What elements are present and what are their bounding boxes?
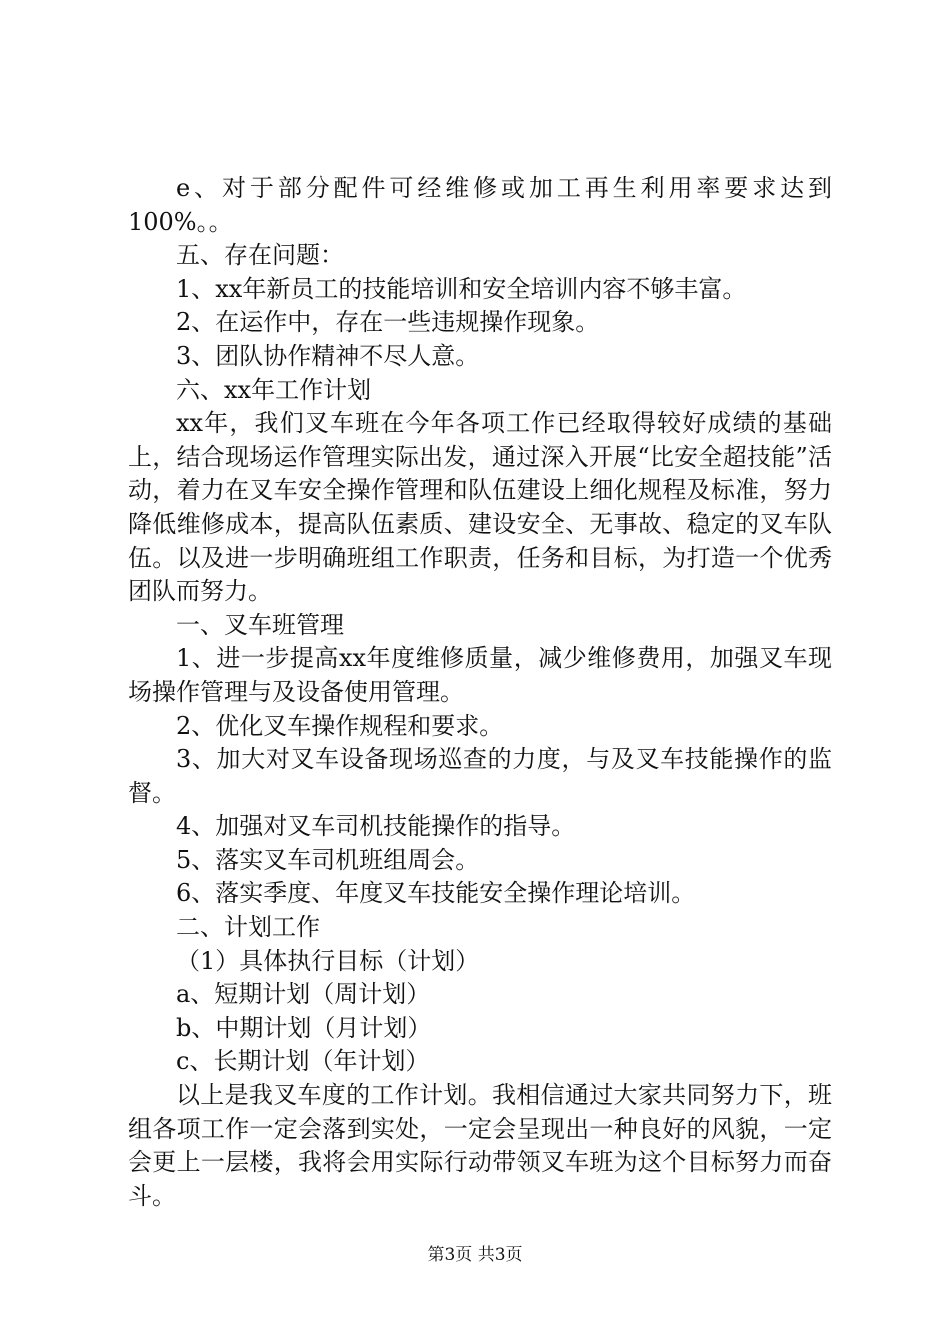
plan-item-long-term: c、长期计划（年计划） [176,1047,430,1076]
management-item-3: 3、加大对叉车设备现场巡查的力度，与及叉车技能操作的监督。 [128,745,832,807]
problem-item-3: 3、团队协作精神不尽人意。 [176,341,480,370]
problem-item-1: 1、xx年新员工的技能培训和安全培训内容不够丰富。 [176,274,747,303]
plan-item-short-term: a、短期计划（周计划） [176,980,431,1009]
page-number-footer: 第3页 共3页 [427,1245,523,1265]
heading-work-plan: 六、xx年工作计划 [176,375,372,404]
management-item-5: 5、落实叉车司机班组周会。 [176,845,480,874]
heading-forklift-management: 一、叉车班管理 [176,610,344,639]
plan-item-mid-term: b、中期计划（月计划） [176,1013,432,1042]
problem-item-2: 2、在运作中，存在一些违规操作现象。 [176,308,600,337]
document-body [128,172,832,1213]
paragraph-plan-intro: xx年，我们叉车班在今年各项工作已经取得较好成绩的基础上，结合现场运作管理实际出发，通过深入开展“比安全超技能”活动，着力在叉车安全操作管理和队伍建设上细化规程及标准，努力降低维修成本，提高队伍素质、建设安全、无事故、稳定的叉车队伍。以及进一步明确班组工作职责，任务和目标，为打造一个优秀团队而努力。 [128,409,832,606]
heading-plan-work: 二、计划工作 [176,913,320,942]
management-item-4: 4、加强对叉车司机技能操作的指导。 [176,812,576,841]
paragraph-recycling-target: e、对于部分配件可经维修或加工再生利用率要求达到100%。。 [128,174,832,236]
heading-existing-problems: 五、存在问题： [176,241,344,270]
paragraph-conclusion: 以上是我叉车度的工作计划。我相信通过大家共同努力下，班组各项工作一定会落到实处，一定会呈现出一种良好的风貌，一定会更上一层楼，我将会用实际行动带领叉车班为这个目标努力而奋斗。 [128,1081,832,1210]
management-item-6: 6、落实季度、年度叉车技能安全操作理论培训。 [176,879,696,908]
subheading-execution-goals: （1）具体执行目标（计划） [176,946,480,975]
management-item-2: 2、优化叉车操作规程和要求。 [176,711,504,740]
management-item-1: 1、进一步提高xx年度维修质量，减少维修费用，加强叉车现场操作管理与及设备使用管理。 [128,644,832,706]
